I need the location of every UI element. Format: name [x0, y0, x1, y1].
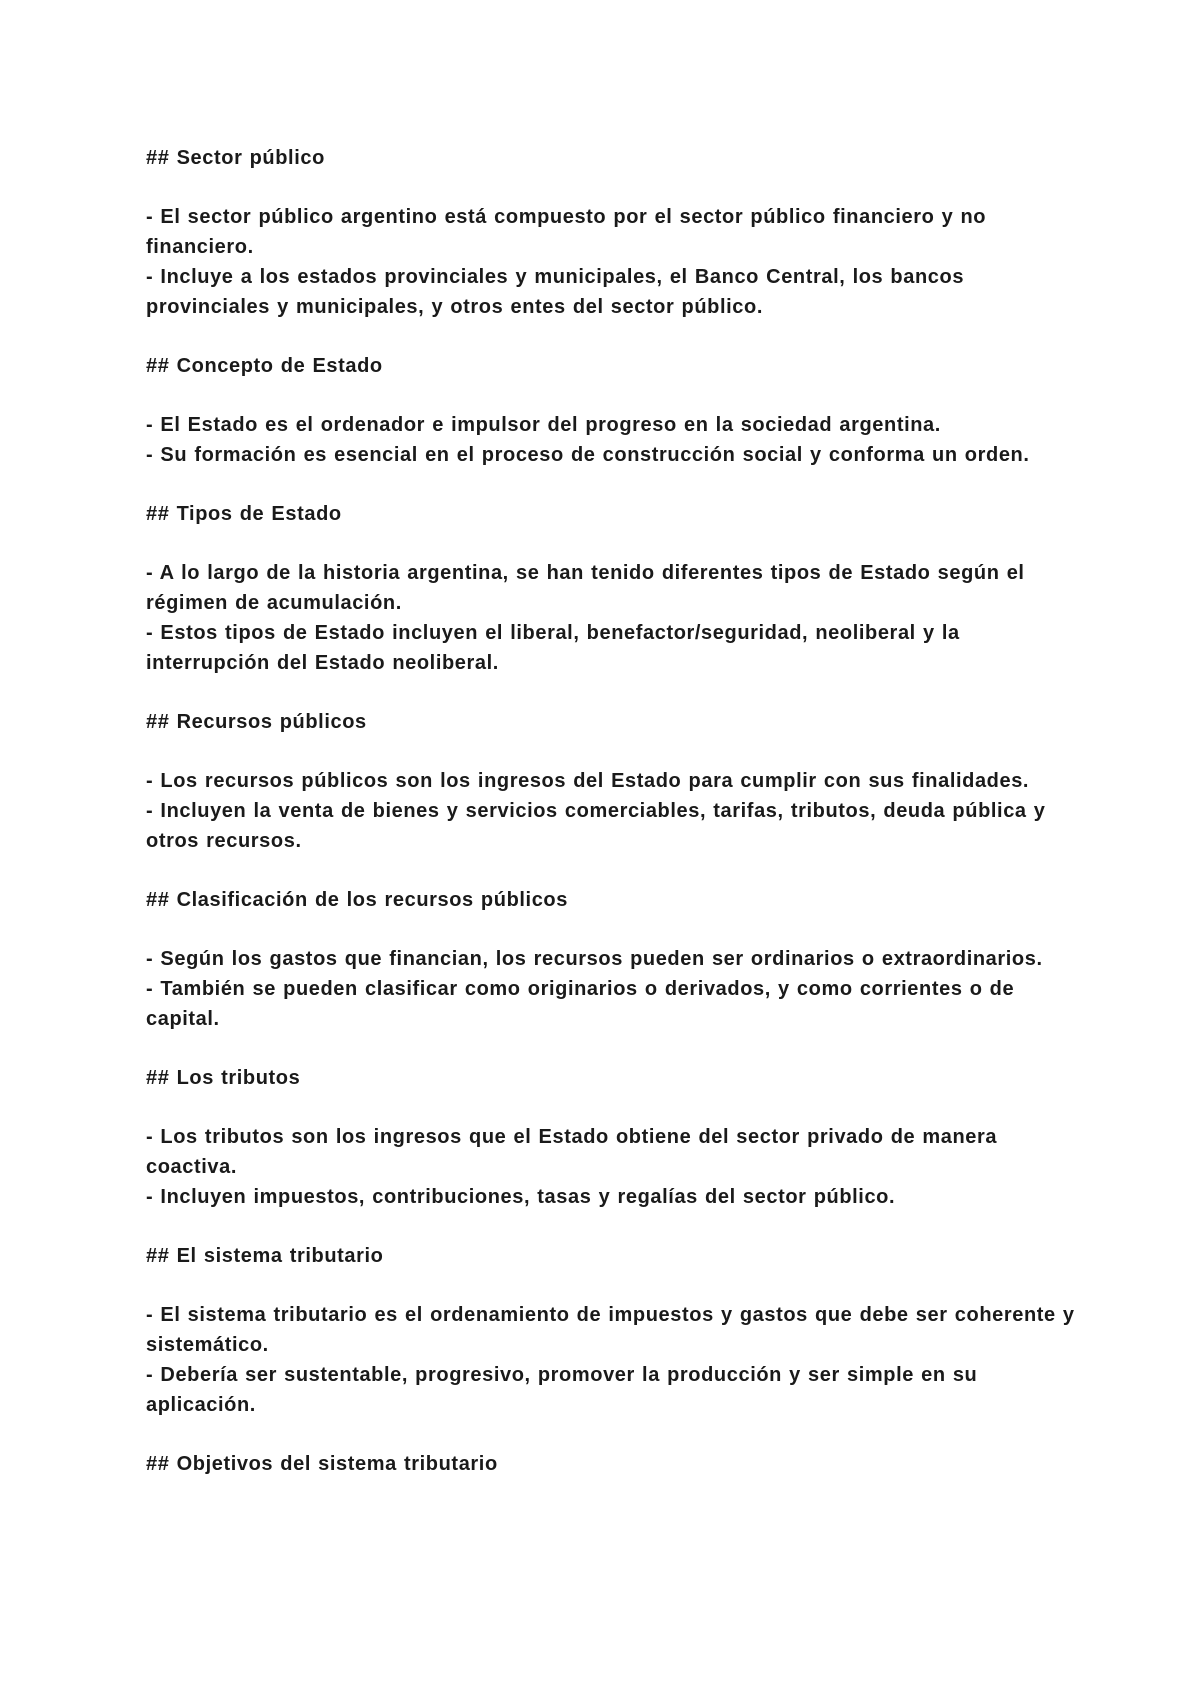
section-heading: ## Los tributos [146, 1067, 301, 1089]
section-recursos-publicos [146, 707, 1076, 856]
bullet-item: - También se pueden clasificar como originarios o derivados, y como corrientes o de capital. [146, 978, 1015, 1030]
bullet-list [146, 202, 1076, 322]
bullet-item: - Según los gastos que financian, los recursos pueden ser ordinarios o extraordinarios. [146, 948, 1043, 970]
document-body [146, 143, 1076, 1508]
section-sector-publico [146, 143, 1076, 322]
bullet-list [146, 1300, 1076, 1420]
bullet-item: - Incluyen impuestos, contribuciones, tasas y regalías del sector público. [146, 1186, 896, 1208]
bullet-item: - Incluyen la venta de bienes y servicios comerciables, tarifas, tributos, deuda pública y otros recursos. [146, 800, 1046, 852]
bullet-list [146, 558, 1076, 678]
bullet-list [146, 766, 1076, 856]
section-concepto-de-estado [146, 351, 1076, 470]
section-heading: ## Recursos públicos [146, 711, 367, 733]
bullet-item: - El sistema tributario es el ordenamiento de impuestos y gastos que debe ser coherente y sistemático. [146, 1304, 1075, 1356]
bullet-item: - El sector público argentino está compuesto por el sector público financiero y no financiero. [146, 206, 987, 258]
bullet-item: - Su formación es esencial en el proceso de construcción social y conforma un orden. [146, 444, 1030, 466]
section-tipos-de-estado [146, 499, 1076, 678]
section-heading: ## Concepto de Estado [146, 355, 383, 377]
bullet-item: - Incluye a los estados provinciales y municipales, el Banco Central, los bancos provinciales y municipales, y otros entes del sector público. [146, 266, 965, 318]
bullet-item: - El Estado es el ordenador e impulsor del progreso en la sociedad argentina. [146, 414, 941, 436]
bullet-list [146, 1122, 1076, 1212]
bullet-item: - Debería ser sustentable, progresivo, promover la producción y ser simple en su aplicación. [146, 1364, 978, 1416]
bullet-list [146, 410, 1076, 470]
section-heading: ## Sector público [146, 147, 325, 169]
section-heading: ## Clasificación de los recursos públicos [146, 889, 568, 911]
section-heading: ## Objetivos del sistema tributario [146, 1453, 498, 1475]
bullet-item: - Los recursos públicos son los ingresos del Estado para cumplir con sus finalidades. [146, 770, 1030, 792]
bullet-item: - Los tributos son los ingresos que el Estado obtiene del sector privado de manera coactiva. [146, 1126, 998, 1178]
section-objetivos-sistema-tributario [146, 1449, 1076, 1479]
bullet-item: - Estos tipos de Estado incluyen el liberal, benefactor/seguridad, neoliberal y la interrupción del Estado neoliberal. [146, 622, 960, 674]
bullet-list [146, 944, 1076, 1034]
section-sistema-tributario [146, 1241, 1076, 1420]
section-heading: ## El sistema tributario [146, 1245, 384, 1267]
bullet-item: - A lo largo de la historia argentina, se han tenido diferentes tipos de Estado según el régimen de acumulación. [146, 562, 1025, 614]
section-heading: ## Tipos de Estado [146, 503, 342, 525]
section-clasificacion-recursos [146, 885, 1076, 1034]
section-los-tributos [146, 1063, 1076, 1212]
